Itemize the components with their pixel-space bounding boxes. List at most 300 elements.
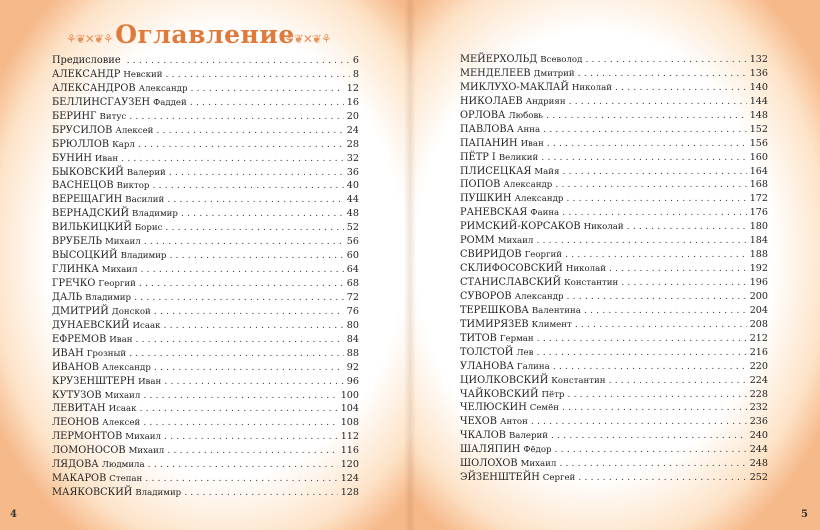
ornament-right: ⚘❦✕❦⚘ xyxy=(284,32,331,46)
entry-surname: ТОЛСТОЙ xyxy=(460,346,514,358)
entry-page: 172 xyxy=(749,193,768,205)
entry-page: 6 xyxy=(352,55,359,66)
dot-leader xyxy=(138,139,344,150)
entry-name: Сергей xyxy=(542,473,576,484)
entry-page: 96 xyxy=(346,375,359,387)
entry-surname: Предисловие xyxy=(52,55,121,66)
entry-name: Константин xyxy=(564,278,619,288)
toc-entry[interactable] xyxy=(52,167,359,181)
toc-entry[interactable] xyxy=(52,306,359,320)
toc-entry[interactable] xyxy=(52,250,359,264)
toc-entry[interactable] xyxy=(460,82,768,96)
toc-entry[interactable] xyxy=(52,473,359,487)
toc-entry[interactable] xyxy=(460,277,768,291)
dot-leader xyxy=(569,96,747,107)
toc-entry[interactable] xyxy=(460,361,768,375)
entry-surname: ВЕРНАДСКИЙ xyxy=(52,208,130,220)
entry-name: Александр xyxy=(514,291,564,302)
entry-surname: ДМИТРИЙ xyxy=(52,305,109,317)
toc-entry[interactable] xyxy=(52,403,359,417)
entry-surname: ПАПАНИН xyxy=(460,137,518,149)
dot-leader xyxy=(609,263,747,274)
entry-name: Алексей xyxy=(115,125,154,136)
dot-leader xyxy=(566,193,746,204)
dot-leader xyxy=(621,277,747,288)
entry-page: 132 xyxy=(749,54,768,65)
entry-name: Пётр xyxy=(541,389,565,400)
entry-surname: КРУЗЕНШТЕРН xyxy=(52,375,136,387)
toc-entry[interactable] xyxy=(52,236,359,250)
toc-entry[interactable] xyxy=(460,221,768,235)
entry-page: 236 xyxy=(749,416,768,428)
entry-page: 84 xyxy=(346,333,359,345)
entry-name: Николай xyxy=(565,264,606,275)
entry-name: Александр xyxy=(514,194,564,205)
entry-surname: ЦИОЛКОВСКИЙ xyxy=(460,374,549,386)
dot-leader xyxy=(584,305,747,316)
entry-surname: ИВАНОВ xyxy=(52,361,99,373)
dot-leader xyxy=(537,333,747,344)
dot-leader xyxy=(555,444,747,455)
entry-page: 48 xyxy=(346,208,359,220)
entry-surname: ЕФРЕМОВ xyxy=(52,333,107,345)
entry-surname: ПЁТР I xyxy=(460,151,496,163)
entry-page: 124 xyxy=(340,473,359,485)
entry-surname: ЧКАЛОВ xyxy=(460,430,506,442)
entry-surname: ДУНАЕВСКИЙ xyxy=(52,319,130,331)
entry-name: Климент xyxy=(531,319,572,330)
entry-name: Иван xyxy=(138,376,162,387)
entry-name: Михаил xyxy=(128,446,165,457)
dot-leader xyxy=(562,166,746,177)
entry-page: 92 xyxy=(346,361,359,373)
entry-name: Антон xyxy=(499,417,528,428)
entry-name: Карл xyxy=(112,139,135,150)
entry-surname: БРЮЛЛОВ xyxy=(52,138,110,150)
dot-leader xyxy=(140,264,343,275)
entry-page: 248 xyxy=(749,458,768,470)
entry-name: Константин xyxy=(551,375,606,386)
toc-entry[interactable] xyxy=(460,249,768,263)
toc-entry[interactable] xyxy=(52,264,359,278)
entry-surname: ЧЕЛЮСКИН xyxy=(460,402,527,414)
entry-name: Михаил xyxy=(520,459,557,470)
entry-page: 220 xyxy=(749,360,768,372)
entry-name: Александр xyxy=(138,83,188,94)
dot-leader xyxy=(585,54,746,65)
entry-page: 44 xyxy=(346,194,359,206)
dot-leader xyxy=(627,221,747,232)
entry-name: Фаина xyxy=(530,208,560,219)
dot-leader xyxy=(143,390,337,401)
dot-leader xyxy=(127,55,350,66)
entry-name: Донской xyxy=(111,306,151,317)
dot-leader xyxy=(165,222,343,233)
entry-name: Невский xyxy=(123,69,163,80)
entry-name: Майя xyxy=(534,166,560,177)
entry-page: 200 xyxy=(749,290,768,302)
entry-name: Валерий xyxy=(508,431,548,442)
entry-page: 196 xyxy=(749,277,768,288)
entry-surname: ШАЛЯПИН xyxy=(460,444,521,456)
dot-leader xyxy=(578,472,746,483)
entry-name: Александр xyxy=(101,362,151,373)
dot-leader xyxy=(536,347,746,358)
entry-page: 108 xyxy=(340,417,359,429)
entry-page: 68 xyxy=(346,278,359,289)
entry-page: 8 xyxy=(352,68,359,80)
toc-entry[interactable] xyxy=(460,207,768,221)
toc-entry[interactable] xyxy=(52,390,359,404)
toc-entry[interactable] xyxy=(460,166,768,180)
entry-name: Валерий xyxy=(126,167,166,178)
entry-name: Фаддей xyxy=(153,97,187,108)
dot-leader xyxy=(531,416,747,427)
dot-leader xyxy=(167,194,344,205)
entry-name: Михаил xyxy=(497,236,534,247)
dot-leader xyxy=(129,111,344,122)
dot-leader xyxy=(135,334,343,345)
entry-name: Лев xyxy=(516,347,534,358)
dot-leader xyxy=(553,361,747,372)
dot-leader xyxy=(562,207,747,218)
entry-name: Михаил xyxy=(104,390,141,401)
entry-surname: ВЕРЕЩАГИН xyxy=(52,194,123,206)
toc-entry[interactable] xyxy=(52,376,359,390)
toc-entry[interactable] xyxy=(52,334,359,348)
entry-name: Виктор xyxy=(116,181,150,192)
entry-name: Иван xyxy=(109,334,133,345)
dot-leader xyxy=(555,179,746,190)
entry-page: 208 xyxy=(749,318,768,330)
entry-name: Георгий xyxy=(98,279,136,289)
entry-page: 156 xyxy=(749,137,768,149)
dot-leader xyxy=(167,445,337,456)
entry-page: 80 xyxy=(346,319,359,331)
toc-entry[interactable] xyxy=(460,263,768,277)
toc-entry[interactable] xyxy=(52,487,359,501)
entry-name: Исаак xyxy=(108,404,137,415)
ornament-left: ⚘❦✕❦⚘ xyxy=(66,32,113,46)
entry-surname: РОММ xyxy=(460,235,495,247)
entry-surname: ЛОМОНОСОВ xyxy=(52,445,126,457)
entry-page: 76 xyxy=(346,305,359,317)
entry-surname: СВИРИДОВ xyxy=(460,249,522,261)
entry-page: 224 xyxy=(749,374,768,386)
entry-name: Людмила xyxy=(101,460,145,471)
entry-page: 228 xyxy=(749,388,768,400)
toc-entry[interactable] xyxy=(460,193,768,207)
toc-entry[interactable] xyxy=(52,153,359,167)
toc-entry[interactable] xyxy=(460,305,768,319)
entry-surname: ТИТОВ xyxy=(460,332,497,344)
dot-leader xyxy=(565,249,747,260)
dot-leader xyxy=(152,180,343,191)
entry-surname: БУНИН xyxy=(52,152,92,164)
entry-surname: ЛЕОНОВ xyxy=(52,417,100,429)
entry-page: 32 xyxy=(346,152,359,164)
entry-page: 12 xyxy=(346,82,359,94)
dot-leader xyxy=(547,138,747,149)
entry-surname: НИКОЛАЕВ xyxy=(460,95,523,107)
entry-surname: ЧЕХОВ xyxy=(460,416,497,428)
toc-entry[interactable] xyxy=(460,375,768,389)
entry-surname: ЛЯДОВА xyxy=(52,459,99,471)
dot-leader xyxy=(615,82,747,93)
toc-entry[interactable] xyxy=(52,278,359,292)
dot-leader xyxy=(608,375,746,386)
entry-name: Михаил xyxy=(125,432,161,443)
book-fold xyxy=(404,0,416,530)
toc-entry[interactable] xyxy=(460,472,768,486)
entry-surname: АЛЕКСАНДРОВ xyxy=(52,82,136,94)
entry-surname: ПУШКИН xyxy=(460,193,512,205)
entry-page: 180 xyxy=(749,221,768,233)
entry-name: Грозный xyxy=(86,348,127,359)
toc-entry[interactable] xyxy=(52,445,359,459)
toc-entry[interactable] xyxy=(460,291,768,305)
entry-page: 212 xyxy=(749,332,768,344)
toc-entry[interactable] xyxy=(52,208,359,222)
entry-name: Борис xyxy=(134,223,163,234)
entry-page: 252 xyxy=(749,472,768,484)
dot-leader xyxy=(164,431,338,442)
entry-surname: ПЛИСЕЦКАЯ xyxy=(460,165,532,177)
entry-surname: ГРЕЧКО xyxy=(52,278,96,289)
entry-surname: СТАНИСЛАВСКИЙ xyxy=(460,277,561,288)
entry-surname: ТЕРЕШКОВА xyxy=(460,304,529,316)
dot-leader xyxy=(145,473,337,484)
entry-page: 168 xyxy=(749,179,768,191)
entry-surname: АЛЕКСАНДР xyxy=(52,68,121,80)
page-number-left: 4 xyxy=(10,509,17,520)
entry-page: 176 xyxy=(749,207,768,219)
toc-entry[interactable] xyxy=(460,347,768,361)
dot-leader xyxy=(190,97,344,108)
entry-name: Герман xyxy=(499,333,534,344)
dot-leader xyxy=(165,69,349,80)
entry-surname: БЕЛЛИНСГАУЗЕН xyxy=(52,96,151,108)
entry-name: Владимир xyxy=(132,209,178,220)
entry-name: Любовь xyxy=(508,110,543,121)
entry-page: 28 xyxy=(346,138,359,150)
entry-surname: МЕНДЕЛЕЕВ xyxy=(460,67,531,79)
entry-surname: ШОЛОХОВ xyxy=(460,458,518,470)
toc-list-right xyxy=(460,54,768,486)
entry-name: Александр xyxy=(503,180,553,191)
entry-name: Дмитрий xyxy=(533,68,575,79)
right-page xyxy=(410,0,820,530)
entry-page: 56 xyxy=(346,236,359,248)
dot-leader xyxy=(139,278,344,289)
dot-leader xyxy=(562,402,747,413)
entry-surname: МАКАРОВ xyxy=(52,473,107,485)
toc-entry[interactable] xyxy=(52,431,359,445)
toc-entry[interactable] xyxy=(52,139,359,153)
entry-surname: МИКЛУХО-МАКЛАЙ xyxy=(460,81,569,93)
toc-entry[interactable] xyxy=(460,110,768,124)
toc-entry[interactable] xyxy=(52,292,359,306)
toc-entry[interactable] xyxy=(52,459,359,473)
entry-page: 192 xyxy=(749,263,768,275)
entry-surname: СУВОРОВ xyxy=(460,290,512,302)
entry-page: 184 xyxy=(749,235,768,247)
entry-page: 88 xyxy=(346,347,359,359)
entry-surname: ЭЙЗЕНШТЕЙН xyxy=(460,472,540,484)
entry-surname: ГЛИНКА xyxy=(52,264,99,276)
dot-leader xyxy=(140,403,338,414)
entry-surname: ВРУБЕЛЬ xyxy=(52,236,102,248)
entry-surname: КУТУЗОВ xyxy=(52,389,102,401)
toc-entry[interactable] xyxy=(52,125,359,139)
entry-name: Анна xyxy=(517,124,541,135)
dot-leader xyxy=(541,152,746,163)
entry-page: 104 xyxy=(340,403,359,415)
toc-entry[interactable] xyxy=(460,68,768,82)
entry-surname: ИВАН xyxy=(52,347,84,359)
entry-surname: БЫКОВСКИЙ xyxy=(52,166,124,178)
dot-leader xyxy=(190,83,343,94)
toc-entry[interactable] xyxy=(460,152,768,166)
entry-name: Георгий xyxy=(524,250,562,261)
entry-name: Андриян xyxy=(525,96,566,107)
entry-page: 40 xyxy=(346,180,359,192)
entry-surname: ДАЛЬ xyxy=(52,291,83,303)
entry-page: 100 xyxy=(340,389,359,401)
entry-surname: ТИМИРЯЗЕВ xyxy=(460,318,529,330)
entry-surname: РАНЕВСКАЯ xyxy=(460,207,528,219)
entry-page: 120 xyxy=(340,459,359,471)
entry-name: Иван xyxy=(520,138,544,149)
dot-leader xyxy=(134,292,344,303)
dot-leader xyxy=(546,110,747,121)
dot-leader xyxy=(578,68,747,79)
toc-list-left xyxy=(52,55,359,501)
entry-name: Николай xyxy=(571,82,612,93)
toc-entry[interactable] xyxy=(460,54,768,68)
entry-surname: ЛЕВИТАН xyxy=(52,403,106,415)
entry-page: 24 xyxy=(346,124,359,136)
dot-leader xyxy=(143,417,337,428)
entry-surname: ВЫСОЦКИЙ xyxy=(52,250,118,262)
toc-entry[interactable] xyxy=(52,55,359,69)
entry-page: 136 xyxy=(749,67,768,79)
toc-entry[interactable] xyxy=(52,180,359,194)
entry-surname: УЛАНОВА xyxy=(460,360,514,372)
toc-entry[interactable] xyxy=(460,444,768,458)
dot-leader xyxy=(169,167,344,178)
toc-entry[interactable] xyxy=(52,97,359,111)
dot-leader xyxy=(181,208,344,219)
entry-surname: ЧАЙКОВСКИЙ xyxy=(460,388,539,400)
entry-name: Фёдор xyxy=(523,445,552,456)
entry-name: Владимир xyxy=(135,488,182,499)
dot-leader xyxy=(575,319,747,330)
entry-page: 128 xyxy=(340,487,359,499)
entry-page: 160 xyxy=(749,151,768,163)
dot-leader xyxy=(536,235,746,246)
toc-entry[interactable] xyxy=(52,348,359,362)
toc-entry[interactable] xyxy=(52,69,359,83)
toc-entry[interactable] xyxy=(460,96,768,110)
entry-name: Иван xyxy=(94,153,119,164)
dot-leader xyxy=(163,320,343,331)
entry-page: 244 xyxy=(749,444,768,456)
toc-entry[interactable] xyxy=(460,402,768,416)
toc-entry[interactable] xyxy=(52,320,359,334)
entry-page: 144 xyxy=(749,95,768,107)
dot-leader xyxy=(154,306,344,317)
entry-page: 64 xyxy=(346,264,359,276)
entry-page: 112 xyxy=(340,431,359,443)
entry-page: 60 xyxy=(346,250,359,262)
entry-page: 240 xyxy=(749,430,768,442)
entry-name: Валентина xyxy=(531,305,581,316)
toc-entry[interactable] xyxy=(460,124,768,138)
entry-page: 116 xyxy=(340,445,359,457)
toc-entry[interactable] xyxy=(460,430,768,444)
toc-entry[interactable] xyxy=(460,138,768,152)
toc-entry[interactable] xyxy=(52,417,359,431)
entry-surname: ОРЛОВА xyxy=(460,109,506,121)
entry-name: Владимир xyxy=(120,251,167,262)
dot-leader xyxy=(169,250,343,261)
entry-page: 232 xyxy=(749,402,768,414)
toc-entry[interactable] xyxy=(52,83,359,97)
entry-page: 20 xyxy=(346,110,359,122)
dot-leader xyxy=(121,153,344,164)
entry-surname: БЕРИНГ xyxy=(52,110,97,122)
toc-entry[interactable] xyxy=(460,235,768,249)
dot-leader xyxy=(156,125,343,136)
toc-entry[interactable] xyxy=(460,458,768,472)
dot-leader xyxy=(543,124,747,135)
entry-name: Владимир xyxy=(85,292,132,303)
entry-page: 36 xyxy=(346,166,359,178)
entry-surname: ВИЛЬКИЦКИЙ xyxy=(52,222,132,234)
dot-leader xyxy=(567,389,746,400)
entry-page: 72 xyxy=(346,291,359,303)
entry-name: Михаил xyxy=(101,265,138,276)
entry-page: 216 xyxy=(749,346,768,358)
entry-surname: БРУСИЛОВ xyxy=(52,124,113,136)
entry-page: 164 xyxy=(749,165,768,177)
dot-leader xyxy=(144,236,344,247)
entry-surname: МЕЙЕРХОЛЬД xyxy=(460,54,538,65)
toc-entry[interactable] xyxy=(460,416,768,430)
entry-name: Василий xyxy=(125,195,165,206)
toc-entry[interactable] xyxy=(52,111,359,125)
entry-name: Михаил xyxy=(105,237,141,248)
entry-surname: ЛЕРМОНТОВ xyxy=(52,431,123,443)
toc-entry[interactable] xyxy=(460,333,768,347)
dot-leader xyxy=(129,348,344,359)
dot-leader xyxy=(184,487,338,498)
toc-entry[interactable] xyxy=(52,222,359,236)
entry-name: Всеволод xyxy=(540,55,583,65)
entry-page: 152 xyxy=(749,123,768,135)
dot-leader xyxy=(148,459,338,470)
toc-entry[interactable] xyxy=(52,362,359,376)
toc-entry[interactable] xyxy=(52,194,359,208)
toc-entry[interactable] xyxy=(460,389,768,403)
entry-page: 52 xyxy=(346,222,359,234)
toc-entry[interactable] xyxy=(460,319,768,333)
toc-entry[interactable] xyxy=(460,179,768,193)
entry-surname: ПАВЛОВА xyxy=(460,123,514,135)
entry-surname: ВАСНЕЦОВ xyxy=(52,180,114,192)
entry-page: 188 xyxy=(749,249,768,261)
